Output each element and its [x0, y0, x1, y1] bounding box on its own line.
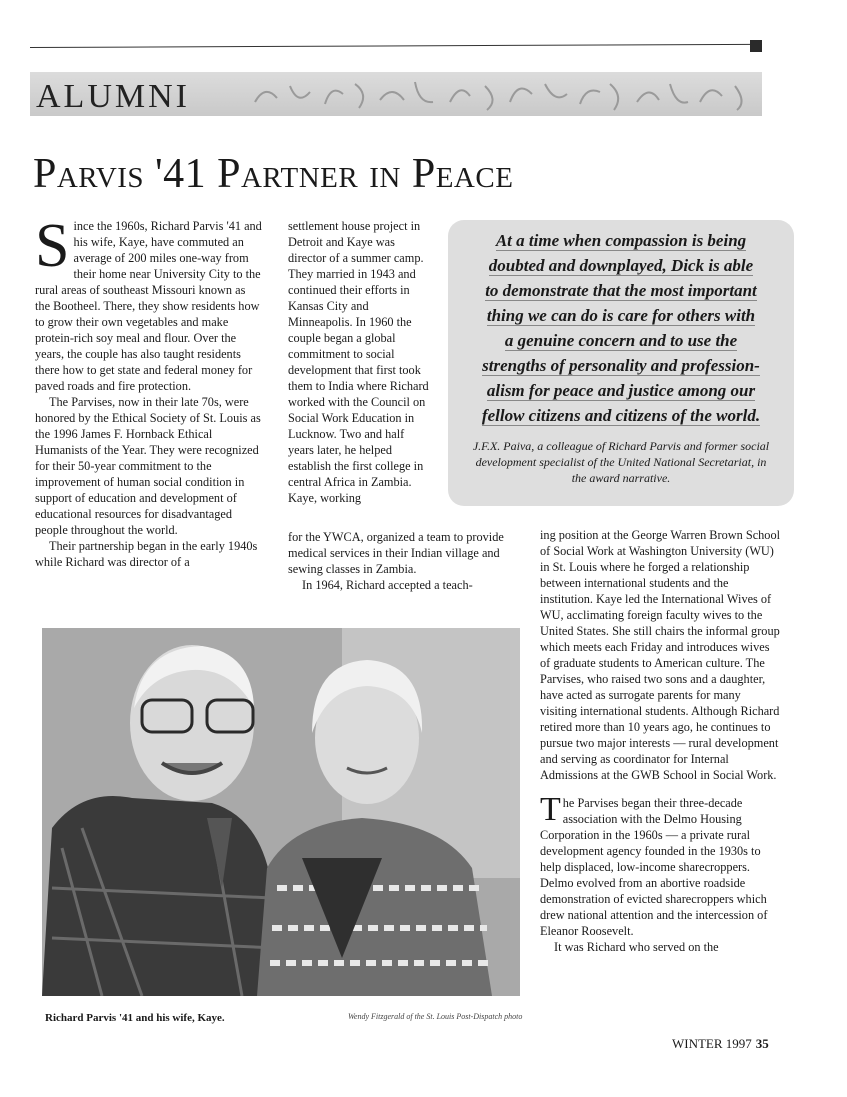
photo-credit: Wendy Fitzgerald of the St. Louis Post-Dispatch photo: [348, 1012, 523, 1021]
banner-texture-decoration: [245, 72, 762, 116]
quote-line: strengths of personality and profession-: [482, 356, 760, 375]
drop-cap: T: [540, 791, 561, 828]
quote-line: fellow citizens and citizens of the world.: [481, 406, 761, 425]
page-number: 35: [755, 1036, 769, 1051]
photo-illustration: [42, 628, 520, 996]
drop-cap: S: [35, 212, 70, 280]
quote-line: doubted and downplayed, Dick is able: [488, 256, 754, 275]
top-rule-end-block: [750, 40, 762, 52]
paragraph: settlement house project in Detroit and Kaye was director of a summer camp. They married in 1943 and continued their efforts in Kansas City and Minneapolis. In 1960 the couple began a global commitment to social development that first took them to India where Richard worked with the Council on Social Work Education in Lucknow. Two and half years later, he helped establish the first college in central Africa in Zambia. Kaye, working: [288, 219, 429, 505]
photo-caption: Richard Parvis '41 and his wife, Kaye.: [45, 1012, 225, 1024]
paragraph: for the YWCA, organized a team to provide medical services in their Indian village and sewing classes in Zambia.: [288, 530, 504, 576]
paragraph: The Parvises, now in their late 70s, were honored by the Ethical Society of St. Louis as the 1996 James F. Hornback Ethical Humanists of the Year. They were recognized for their 50-year commitment to the improvement of human social condition in support of education and development of educational resources for disadvantaged people throughout the world.: [35, 395, 261, 537]
paragraph: [35, 212, 263, 394]
page-footer: [672, 1036, 769, 1052]
quote-line: thing we can do is care for others with: [486, 306, 756, 325]
paragraph: It was Richard who served on the: [554, 940, 719, 954]
section-banner: [30, 72, 762, 116]
couple-photo: [42, 628, 520, 996]
text-column-3: [540, 527, 780, 955]
pull-quote: [458, 228, 784, 428]
text-column-2: [288, 218, 430, 506]
paragraph: [540, 791, 780, 939]
quote-line: At a time when compassion is being: [495, 231, 747, 250]
issue-label: WINTER 1997: [672, 1036, 752, 1051]
paragraph: ing position at the George Warren Brown School of Social Work at Washington University (WU) in St. Louis where he forged a relationship between international students and the institution. Kaye led the International Wives of WU, acclimating foreign faculty wives to the United States. She still chairs the informal group which meets each Friday and introduces wives of graduate students to American culture. The Parvises, who raised two sons and a daughter, have acted as surrogate parents for many visiting international students. Although Richard retired more than 10 years ago, he continues to pursue two major interests — rural development and serving as coordinator for Internal Admissions at the GWB School in Social Work.: [540, 528, 781, 782]
text-column-1: [35, 212, 263, 570]
article-headline: Parvis '41 Partner in Peace: [33, 151, 514, 197]
quote-attribution: J.F.X. Paiva, a colleague of Richard Parvis and former social development specialist of the United National Secretariat, in the award narrative.: [472, 439, 770, 485]
quote-line: alism for peace and justice among our: [486, 381, 756, 400]
quote-line: a genuine concern and to use the: [504, 331, 738, 350]
paragraph: Their partnership began in the early 1940s while Richard was director of a: [35, 539, 258, 569]
text-column-2-continued: [288, 529, 504, 593]
section-title: ALUMNI: [36, 78, 190, 115]
paragraph-text: he Parvises began their three-decade association with the Delmo Housing Corporation in the 1960s — a private rural development agency founded in the 1930s to help displaced, low-income sharecroppers. Delmo evolved from an abortive roadside demonstration of evicted sharecroppers which drew national attention and the intercession of Eleanor Roosevelt.: [540, 796, 768, 938]
top-rule: [30, 44, 755, 48]
quote-line: to demonstrate that the most important: [485, 281, 757, 300]
pull-quote-box: [448, 220, 794, 506]
paragraph: In 1964, Richard accepted a teach-: [302, 578, 473, 592]
paragraph-text: ince the 1960s, Richard Parvis '41 and his wife, Kaye, have commuted an average of 200 miles one-way from their home near University City to the rural areas of southeast Missouri known as the Bootheel. There, they show residents how to grow their own vegetables and make protein-rich soy meal and flour. Over the years, the couple has also taught residents there how to get state and federal money for paved roads and fire protection.: [35, 219, 262, 393]
